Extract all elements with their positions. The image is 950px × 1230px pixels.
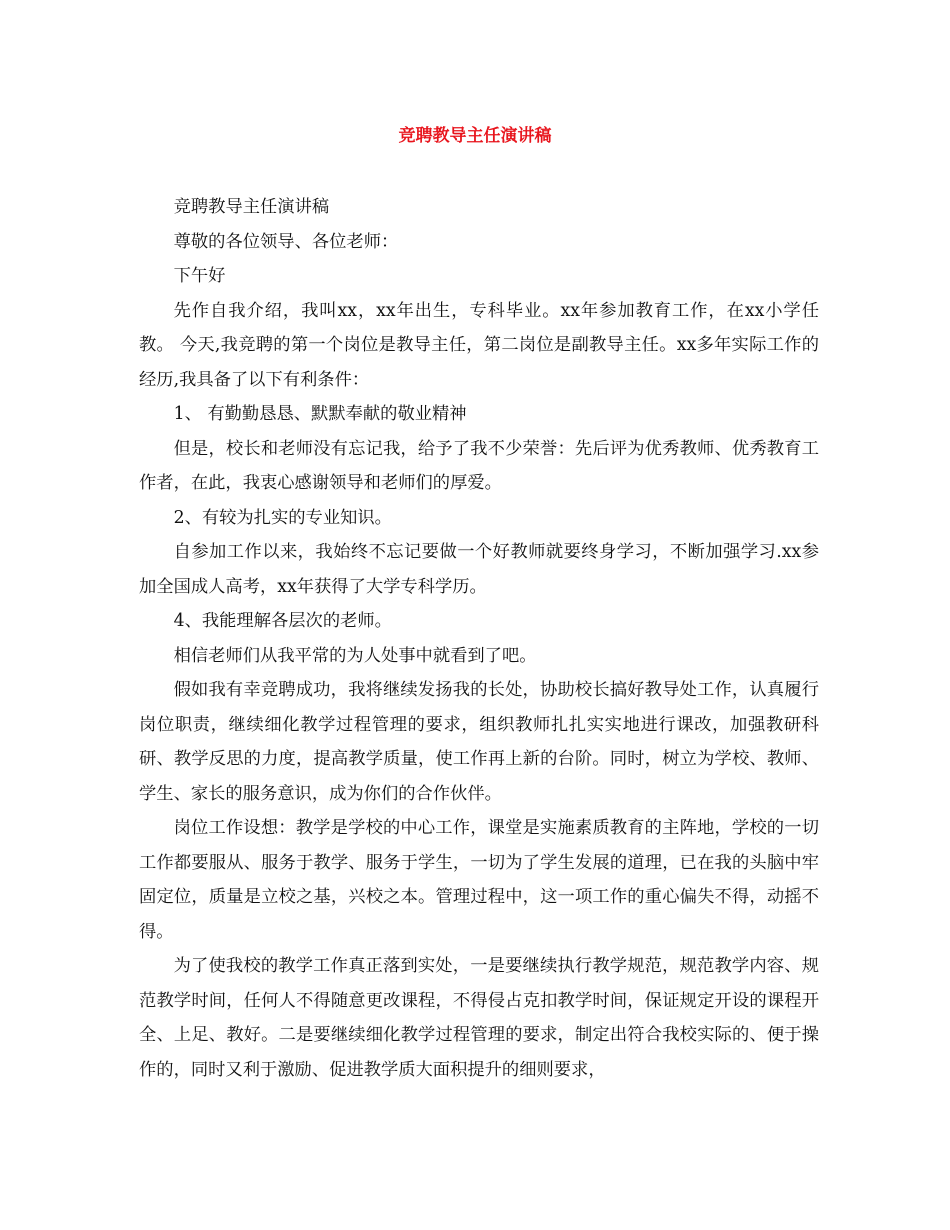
paragraph-learning: 自参加工作以来，我始终不忘记要做一个好教师就要终身学习，不断加强学习.xx参加全国成人高考，xx年获得了大学专科学历。	[139, 542, 819, 597]
paragraph-introduction: 先作自我介绍，我叫xx，xx年出生，专科毕业。xx年参加教育工作，在xx小学任教。 今天,我竞聘的第一个岗位是教导主任，第二岗位是副教导主任。xx多年实际工作的经历,我具备了以下有利条件：	[139, 300, 819, 390]
paragraph-greeting: 下午好	[173, 266, 226, 286]
paragraph-trust: 相信老师们从我平常的为人处事中就看到了吧。	[173, 645, 537, 666]
paragraph-measures: 为了使我校的教学工作真正落到实处，一是要继续执行教学规范，规范教学内容、规范教学时间，任何人不得随意更改课程，不得侵占克扣教学时间，保证规定开设的课程开全、上足、教好。二是要继续细化教学过程管理的要求，制定出符合我校实际的、便于操作的，同时又利于激励、促进教学质大面积提升的细则要求，	[139, 956, 819, 1080]
paragraph-salutation: 尊敬的各位领导、各位老师：	[173, 231, 399, 252]
paragraph-plan: 假如我有幸竞聘成功，我将继续发扬我的长处，协助校长搞好教导处工作，认真履行岗位职责，继续细化教学过程管理的要求，组织教师扎扎实实地进行课改，加强教研科研、教学反思的力度，提高教学质量，使工作再上新的台阶。同时，树立为学校、教师、学生、家长的服务意识，成为你们的合作伙伴。	[139, 680, 819, 804]
paragraph-honors: 但是，校长和老师没有忘记我，给予了我不少荣誉：先后评为优秀教师、优秀教育工作者，在此，我衷心感谢领导和老师们的厚爱。	[139, 438, 819, 493]
document-title: 竞聘教导主任演讲稿	[398, 126, 552, 146]
paragraph-heading: 竞聘教导主任演讲稿	[173, 197, 330, 217]
paragraph-vision: 岗位工作设想：教学是学校的中心工作，课堂是实施素质教育的主阵地，学校的一切工作都要服从、服务于教学、服务于学生，一切为了学生发展的道理，已在我的头脑中牢固定位，质量是立校之基，兴校之本。管理过程中，这一项工作的重心偏失不得，动摇不得。	[139, 818, 819, 942]
paragraph-item-4: 4、我能理解各层次的老师。	[173, 611, 392, 631]
document-body	[139, 190, 819, 1087]
paragraph-item-2: 2、有较为扎实的专业知识。	[173, 507, 392, 528]
paragraph-item-1: 1、 有勤勤恳恳、默默奉献的敬业精神	[173, 404, 467, 424]
